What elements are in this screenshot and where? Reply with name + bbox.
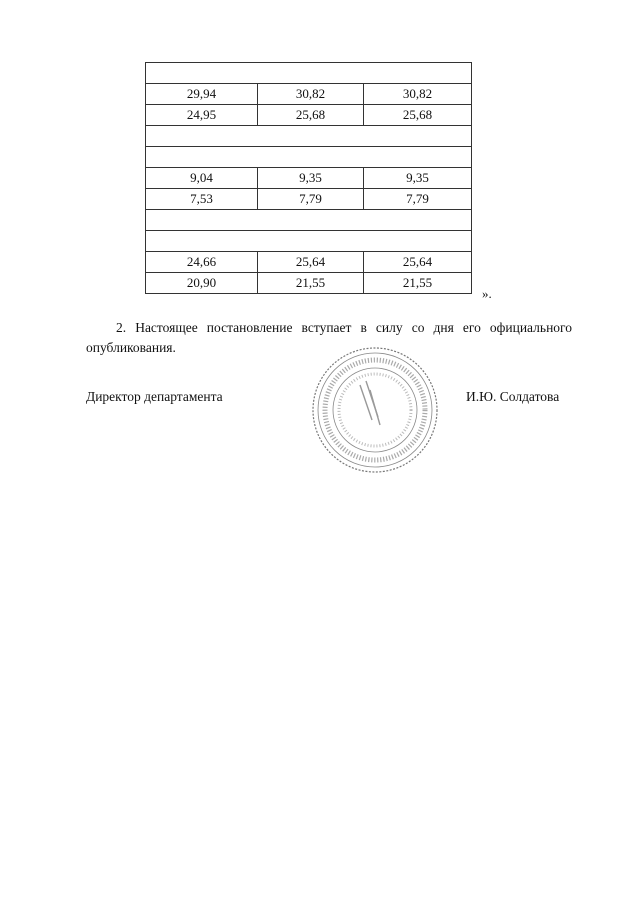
table-cell: 9,35 (364, 168, 472, 189)
table-cell: 30,82 (364, 84, 472, 105)
table-cell: 25,68 (364, 105, 472, 126)
table-cell: 9,35 (258, 168, 364, 189)
table-section-row (146, 126, 472, 147)
table-cell: 24,95 (146, 105, 258, 126)
official-seal-icon (310, 345, 440, 475)
table-cell: 20,90 (146, 273, 258, 294)
table-cell: 7,79 (258, 189, 364, 210)
table-section-cell (146, 210, 472, 231)
table-cell: 25,64 (364, 252, 472, 273)
table-section-row (146, 147, 472, 168)
table-row (146, 84, 472, 105)
table-row (146, 168, 472, 189)
closing-quote: ». (482, 286, 492, 301)
table-section-row (146, 210, 472, 231)
tariff-table (145, 62, 472, 294)
table-cell: 25,64 (258, 252, 364, 273)
table-cell: 21,55 (364, 273, 472, 294)
table-row (146, 189, 472, 210)
table-section-cell (146, 63, 472, 84)
table-cell: 7,53 (146, 189, 258, 210)
effective-date-paragraph: 2. Настоящее постановление вступает в силу со дня его официального опубликования. (86, 320, 572, 355)
table-cell: 9,04 (146, 168, 258, 189)
table-section-row (146, 231, 472, 252)
table-section-cell (146, 231, 472, 252)
signatory-title: Директор департамента (86, 389, 223, 404)
signatory-name: И.Ю. Солдатова (466, 389, 560, 404)
table-cell: 29,94 (146, 84, 258, 105)
table-section-cell (146, 126, 472, 147)
table-cell: 24,66 (146, 252, 258, 273)
table-cell: 21,55 (258, 273, 364, 294)
table-cell: 7,79 (364, 189, 472, 210)
table-cell: 25,68 (258, 105, 364, 126)
table-row (146, 105, 472, 126)
table-section-row (146, 63, 472, 84)
table-row (146, 273, 472, 294)
table-cell: 30,82 (258, 84, 364, 105)
table-row (146, 252, 472, 273)
table-section-cell (146, 147, 472, 168)
